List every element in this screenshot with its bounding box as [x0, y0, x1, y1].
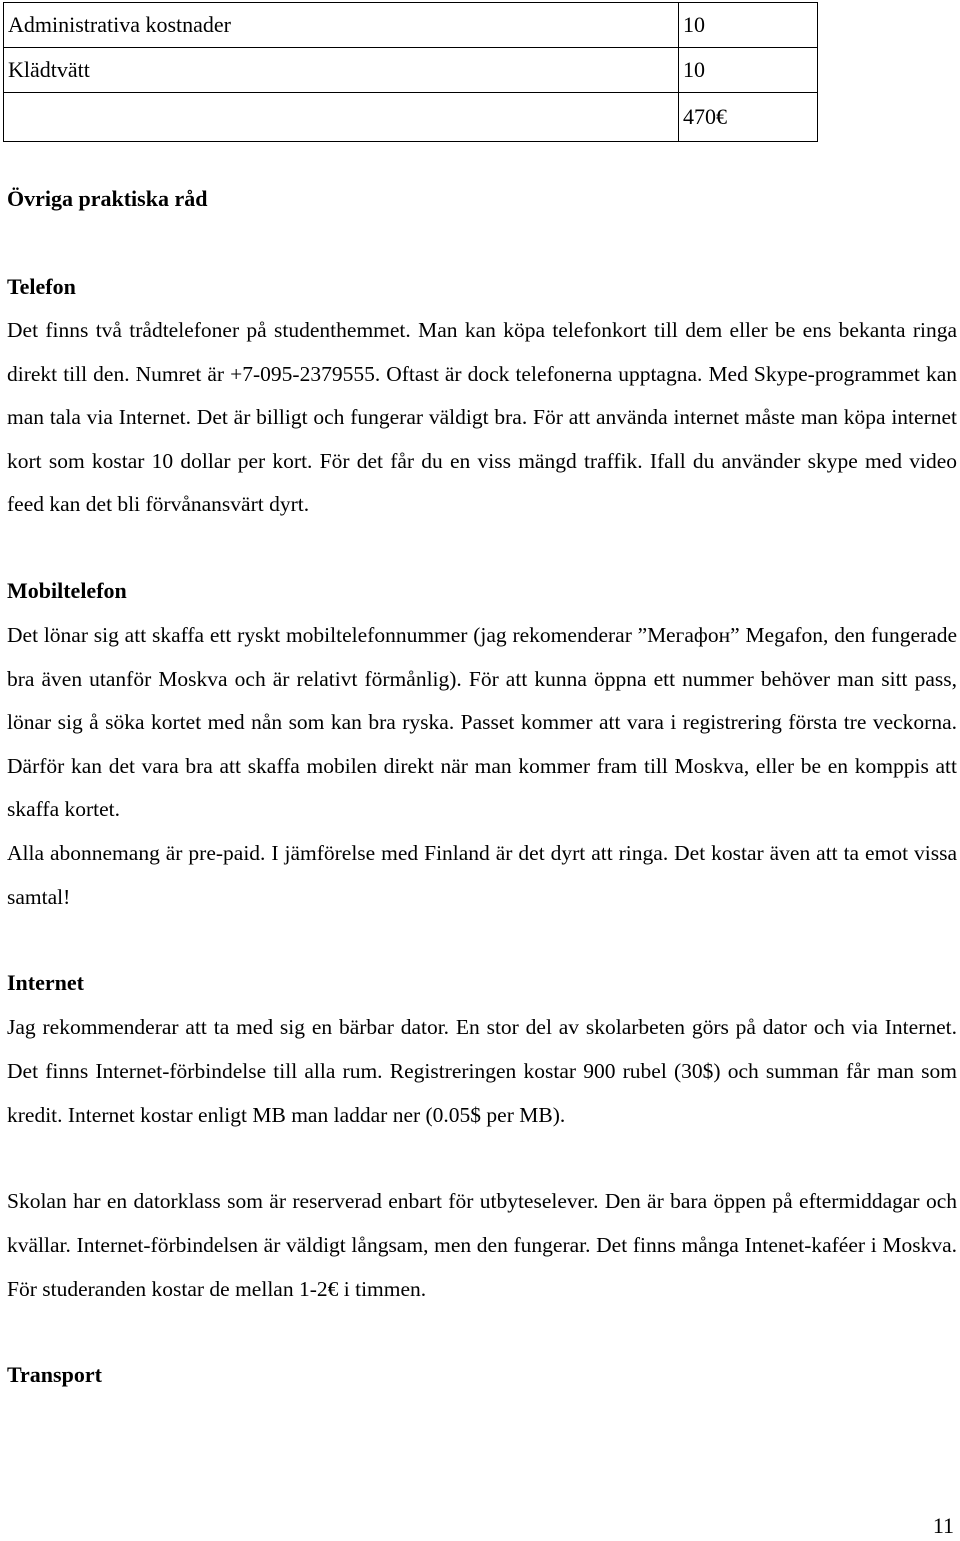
page-number: 11: [932, 1513, 954, 1538]
table-cell-value: 10: [679, 3, 818, 48]
paragraph-telefon: Det finns två trådtelefoner på studenthemmet. Man kan köpa telefonkort till dem eller be ens bekanta ringa direkt till den. Numret är +7-095-2379555. Oftast är dock telefonerna upptagna. Med Skype-programmet kan man tala via Internet. Det är billigt och fungerar väldigt bra. För att använda internet måste man köpa internet kort som kostar 10 dollar per kort. För det får du en viss mängd traffik. Ifall du använder skype med video feed kan det bli förvånansvärt dyrt.: [7, 318, 957, 516]
cost-table: [3, 2, 818, 142]
table-row: [4, 3, 818, 48]
table-cell-label: Klädtvätt: [4, 48, 679, 93]
heading-mobiltelefon: Mobiltelefon: [7, 578, 127, 603]
heading-transport: Transport: [7, 1362, 102, 1387]
table-row: [4, 93, 818, 142]
paragraph-mobiltelefon-2: Alla abonnemang är pre-paid. I jämförelse med Finland är det dyrt att ringa. Det kostar även att ta emot vissa samtal!: [7, 841, 957, 909]
paragraph-internet-2: Skolan har en datorklass som är reserverad enbart för utbyteselever. Den är bara öppen på eftermiddagar och kvällar. Internet-förbindelsen är väldigt långsam, men den fungerar. Det finns många Intenet-kaféer i Moskva. För studeranden kostar de mellan 1-2€ i timmen.: [7, 1189, 957, 1301]
table-cell-label: Administrativa kostnader: [4, 3, 679, 48]
heading-internet: Internet: [7, 970, 84, 995]
table-cell-value: 10: [679, 48, 818, 93]
table-row: [4, 48, 818, 93]
heading-telefon: Telefon: [7, 274, 76, 299]
paragraph-mobiltelefon-1: Det lönar sig att skaffa ett ryskt mobiltelefonnummer (jag rekomenderar ”Мегафон” Megafon, den fungerade bra även utanför Moskva och är relativt förmånlig). För att kunna öppna ett nummer behöver man sitt pass, lönar sig å söka kortet med nån som kan bra ryska. Passet kommer att vara i registrering första tre veckorna. Därför kan det vara bra att skaffa mobilen direkt när man kommer fram till Moskva, eller be en komppis att skaffa kortet.: [7, 623, 957, 821]
paragraph-internet-1: Jag rekommenderar att ta med sig en bärbar dator. En stor del av skolarbeten görs på dator och via Internet. Det finns Internet-förbindelse till alla rum. Registreringen kostar 900 rubel (30$) och summan får man som kredit. Internet kostar enligt MB man laddar ner (0.05$ per MB).: [7, 1015, 957, 1127]
table-cell-label: [4, 93, 679, 142]
table-cell-value: 470€: [679, 93, 818, 142]
section-title: Övriga praktiska råd: [7, 186, 208, 211]
